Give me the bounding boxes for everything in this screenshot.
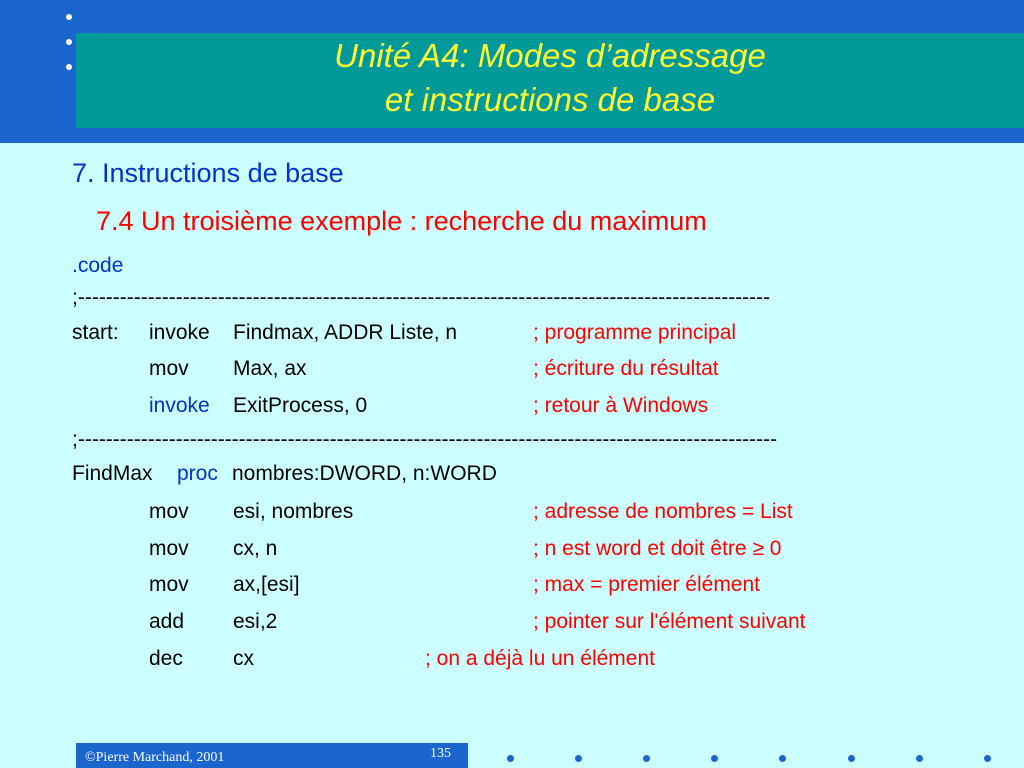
code-op: mov bbox=[149, 573, 189, 596]
code-op: mov bbox=[149, 500, 189, 523]
code-comment: ; on a déjà lu un élément bbox=[425, 647, 655, 670]
code-comment: ; retour à Windows bbox=[533, 394, 709, 417]
code-op: mov bbox=[149, 357, 189, 380]
footer-dot bbox=[984, 755, 991, 762]
bullet-dot bbox=[66, 64, 72, 70]
code-op: dec bbox=[149, 647, 183, 670]
code-op: invoke bbox=[149, 394, 210, 417]
footer-dot bbox=[916, 755, 923, 762]
subsection-heading: 7.4 Un troisième exemple : recherche du maximum bbox=[96, 206, 707, 236]
footer-dot bbox=[711, 755, 718, 762]
footer-dot bbox=[848, 755, 855, 762]
title-box bbox=[76, 33, 1024, 128]
code-args: esi,2 bbox=[233, 610, 278, 633]
slide-title-line1: Unité A4: Modes d’adressage bbox=[334, 37, 766, 74]
footer-dot bbox=[779, 755, 786, 762]
bullet-dot bbox=[66, 14, 72, 20]
code-args: esi, nombres bbox=[233, 500, 354, 523]
footer-dot bbox=[643, 755, 650, 762]
footer-bar bbox=[76, 743, 468, 768]
proc-keyword: proc bbox=[177, 462, 218, 485]
footer-dot bbox=[575, 755, 582, 762]
bullet-dot bbox=[66, 39, 72, 45]
section-heading: 7. Instructions de base bbox=[72, 158, 344, 188]
code-comment: ; écriture du résultat bbox=[533, 357, 719, 380]
code-args: cx, n bbox=[233, 537, 278, 560]
separator-line: ;--------------------------------------------------------------------------------------------------- bbox=[72, 286, 771, 309]
code-comment: ; adresse de nombres = List bbox=[533, 500, 793, 523]
code-args: cx bbox=[233, 647, 254, 670]
code-label: start: bbox=[72, 321, 119, 344]
code-comment: ; pointer sur l'élément suivant bbox=[533, 610, 806, 633]
page-number: 135 bbox=[430, 746, 451, 761]
copyright-text: ©Pierre Marchand, 2001 bbox=[85, 750, 225, 765]
code-args: ExitProcess, 0 bbox=[233, 394, 368, 417]
code-comment: ; max = premier élément bbox=[533, 573, 761, 596]
code-directive: .code bbox=[72, 254, 124, 277]
code-comment: ; programme principal bbox=[533, 321, 737, 344]
slide-title-line2: et instructions de base bbox=[384, 81, 716, 118]
separator-line: ;---------------------------------------------------------------------------------------------------- bbox=[72, 428, 778, 451]
code-op: invoke bbox=[149, 321, 210, 344]
code-args: Findmax, ADDR Liste, n bbox=[233, 321, 458, 344]
proc-name: FindMax bbox=[72, 462, 153, 485]
proc-params: nombres:DWORD, n:WORD bbox=[232, 462, 497, 485]
code-args: Max, ax bbox=[233, 357, 307, 380]
code-op: mov bbox=[149, 537, 189, 560]
code-args: ax,[esi] bbox=[233, 573, 300, 596]
code-comment: ; n est word et doit être ≥ 0 bbox=[533, 537, 782, 560]
footer-dot bbox=[507, 755, 514, 762]
code-op: add bbox=[149, 610, 185, 633]
